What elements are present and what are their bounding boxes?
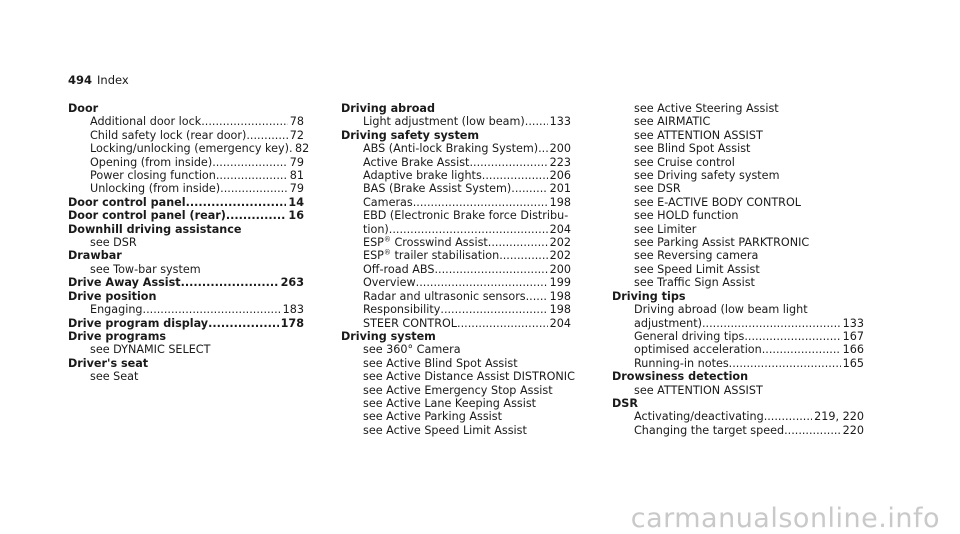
- index-heading: [68, 276, 304, 289]
- page-number: 494: [68, 73, 93, 87]
- index-heading: [68, 317, 304, 330]
- index-subentry: [341, 317, 571, 330]
- entry-label: Running-in notes: [634, 356, 729, 370]
- entry-label: Opening (from inside): [90, 155, 213, 169]
- index-subentry: [612, 357, 864, 370]
- index-heading: Downhill driving assistance: [68, 222, 242, 236]
- page-reference: 72: [289, 128, 304, 142]
- entry-label: Cameras: [363, 195, 413, 209]
- dot-leader: [413, 196, 548, 209]
- page-reference: 202: [549, 249, 571, 263]
- entry-label: ABS (Anti-lock Braking System): [363, 142, 539, 156]
- page-reference: 198: [549, 303, 571, 317]
- page-reference: 78: [289, 115, 304, 129]
- index-heading: Drowsiness detection: [612, 370, 749, 384]
- entry-label: General driving tips: [634, 329, 745, 343]
- page-reference: 183: [282, 303, 304, 317]
- dot-leader: [416, 276, 548, 289]
- dot-leader: [201, 115, 288, 128]
- entry-label: Responsibility: [363, 303, 441, 317]
- page-reference: 200: [549, 262, 571, 276]
- section-title: Index: [97, 73, 129, 87]
- index-subentry: [341, 249, 571, 262]
- dot-leader: [744, 330, 840, 343]
- index-subentry: [68, 303, 304, 316]
- entry-label: Locking/unlocking (emergency key): [90, 142, 289, 156]
- dot-leader: [499, 249, 547, 262]
- entry-label: Radar and ultrasonic sensors: [363, 289, 526, 303]
- page-reference: 79: [289, 182, 304, 196]
- dot-leader: [511, 182, 547, 195]
- index-subentry: [612, 317, 864, 330]
- index-subentry: see Speed Limit Assist: [634, 262, 760, 276]
- index-subentry: [341, 290, 571, 303]
- index-subentry: see Active Distance Assist DISTRONIC: [363, 370, 575, 384]
- page-header: [68, 74, 129, 87]
- entry-label: adjustment): [634, 316, 702, 330]
- page-reference: 167: [842, 329, 864, 343]
- dot-leader: [482, 169, 548, 182]
- index-heading: [68, 196, 304, 209]
- dot-leader: [186, 196, 287, 209]
- index-subentry: [612, 330, 864, 343]
- entry-label: Unlocking (from inside): [90, 182, 221, 196]
- page-reference: 201: [549, 182, 571, 196]
- index-heading: Driving tips: [612, 289, 686, 303]
- page-reference: 79: [289, 155, 304, 169]
- page-reference: 82: [294, 142, 310, 156]
- entry-label: Door control panel: [68, 195, 186, 209]
- dot-leader: [764, 410, 812, 423]
- index-subentry: see AIRMATIC: [634, 115, 711, 129]
- dot-leader: [488, 236, 548, 249]
- page-reference: 133: [549, 115, 571, 129]
- entry-label: ESP® trailer stabilisation: [363, 248, 500, 263]
- dot-leader: [435, 263, 548, 276]
- entry-label: Light adjustment (low beam): [363, 115, 525, 129]
- index-subentry: see Active Blind Spot Assist: [363, 356, 518, 370]
- index-subentry: [341, 236, 571, 249]
- index-subentry: [68, 115, 304, 128]
- page-reference: 165: [842, 356, 864, 370]
- entry-label: Activating/deactivating: [634, 410, 764, 424]
- page-reference: 198: [549, 289, 571, 303]
- index-heading: Driver's seat: [68, 356, 149, 370]
- index-heading: [68, 209, 304, 222]
- index-heading: Drive position: [68, 289, 157, 303]
- entry-label: tion): [363, 222, 389, 236]
- index-subentry: see Seat: [90, 370, 139, 384]
- index-subentry: [341, 115, 571, 128]
- dot-leader: [246, 129, 287, 142]
- page-reference: 223: [549, 155, 571, 169]
- index-subentry: see Limiter: [634, 222, 697, 236]
- index-heading: Door: [68, 102, 99, 115]
- entry-label: BAS (Brake Assist System): [363, 182, 512, 196]
- page-reference: 133: [842, 316, 864, 330]
- index-subentry: see ATTENTION ASSIST: [634, 128, 763, 142]
- index-heading: DSR: [612, 396, 638, 410]
- dot-leader: [440, 303, 547, 316]
- index-subentry: [68, 156, 304, 169]
- index-subentry: [612, 343, 864, 356]
- index-subentry: see Active Lane Keeping Assist: [363, 396, 537, 410]
- index-subentry: see Driving safety system: [634, 169, 780, 183]
- index-subentry: [341, 223, 571, 236]
- entry-label: Adaptive brake lights: [363, 169, 482, 183]
- index-subentry: see HOLD function: [634, 209, 739, 223]
- entry-label: Active Brake Assist: [363, 155, 470, 169]
- entry-label: optimised acceleration: [634, 343, 762, 357]
- index-subentry: see Parking Assist PARKTRONIC: [634, 236, 810, 250]
- index-subentry: see Active Steering Assist: [634, 102, 779, 115]
- page-reference: 204: [549, 222, 571, 236]
- index-subentry: [68, 169, 304, 182]
- index-subentry: [612, 424, 864, 437]
- page-reference: 219, 220: [814, 410, 864, 424]
- page-reference: 178: [280, 316, 304, 330]
- dot-leader: [181, 276, 279, 289]
- index-subentry: [341, 142, 571, 155]
- entry-label: Door control panel (rear): [68, 209, 226, 223]
- index-subentry: see ATTENTION ASSIST: [634, 383, 763, 397]
- dot-leader: [216, 169, 288, 182]
- page-reference: 16: [288, 209, 304, 223]
- page-reference: 166: [842, 343, 864, 357]
- page-reference: 202: [549, 236, 571, 250]
- index-subentry: see Active Emergency Stop Assist: [363, 383, 553, 397]
- index-column-1: [68, 102, 310, 384]
- dot-leader: [526, 290, 548, 303]
- entry-label: STEER CONTROL: [363, 316, 458, 330]
- dot-leader: [538, 142, 548, 155]
- index-heading: Driving safety system: [341, 128, 480, 142]
- page-reference: 199: [549, 276, 571, 290]
- index-subentry: see Cruise control: [634, 155, 735, 169]
- entry-label: Engaging: [90, 303, 143, 317]
- index-subentry: see Reversing camera: [634, 249, 759, 263]
- index-column-3: [612, 102, 864, 437]
- index-subentry: see Traffic Sign Assist: [634, 276, 755, 290]
- entry-label: Changing the target speed: [634, 423, 785, 437]
- page-reference: 204: [549, 316, 571, 330]
- dot-leader: [469, 156, 547, 169]
- index-subentry: [341, 169, 571, 182]
- dot-leader: [457, 317, 548, 330]
- index-subentry: [341, 196, 571, 209]
- page-reference: 206: [549, 169, 571, 183]
- index-subentry: Driving abroad (low beam light: [634, 303, 808, 317]
- index-subentry: see DYNAMIC SELECT: [90, 343, 211, 357]
- dot-leader: [208, 317, 279, 330]
- index-subentry: [612, 410, 864, 423]
- index-heading: Drawbar: [68, 249, 122, 263]
- page-reference: 263: [280, 276, 304, 290]
- index-subentry: [68, 129, 304, 142]
- dot-leader: [220, 182, 288, 195]
- index-subentry: [341, 263, 571, 276]
- page-reference: 81: [289, 169, 304, 183]
- index-heading: Drive programs: [68, 329, 167, 343]
- index-subentry: [341, 276, 571, 289]
- index-subentry: see DSR: [90, 236, 137, 250]
- dot-leader: [702, 317, 841, 330]
- entry-label: Drive program display: [68, 316, 209, 330]
- dot-leader: [212, 156, 288, 169]
- index-subentry: [341, 156, 571, 169]
- entry-label: Power closing function: [90, 169, 216, 183]
- index-subentry: see Active Parking Assist: [363, 410, 502, 424]
- page-reference: 14: [288, 195, 304, 209]
- page-reference: 198: [549, 195, 571, 209]
- dot-leader: [784, 424, 841, 437]
- entry-label: Additional door lock: [90, 115, 202, 129]
- index-subentry: see 360° Camera: [363, 343, 461, 357]
- index-subentry: [341, 303, 571, 316]
- page-reference: 220: [842, 423, 864, 437]
- entry-label: Drive Away Assist: [68, 276, 181, 290]
- page-reference: 200: [549, 142, 571, 156]
- watermark: carmanualsonline.info: [630, 502, 940, 534]
- dot-leader: [525, 115, 548, 128]
- index-heading: Driving system: [341, 329, 436, 343]
- dot-leader: [226, 209, 287, 222]
- entry-label: Off-road ABS: [363, 262, 435, 276]
- index-subentry: [341, 182, 571, 195]
- dot-leader: [762, 343, 841, 356]
- index-subentry: see Active Speed Limit Assist: [363, 423, 527, 437]
- entry-label: ESP® Crosswind Assist: [363, 235, 488, 250]
- index-subentry: [68, 142, 310, 156]
- index-subentry: see DSR: [634, 182, 681, 196]
- dot-leader: [143, 303, 281, 316]
- entry-label: Overview: [363, 276, 416, 290]
- index-subentry: [68, 182, 304, 195]
- index-subentry: see Blind Spot Assist: [634, 142, 751, 156]
- index-subentry: see E-ACTIVE BODY CONTROL: [634, 195, 801, 209]
- index-subentry: EBD (Electronic Brake force Distribu-: [363, 209, 569, 223]
- dot-leader: [729, 357, 841, 370]
- index-subentry: see Tow-bar system: [90, 262, 201, 276]
- dot-leader: [389, 223, 548, 236]
- index-heading: Driving abroad: [341, 102, 435, 115]
- index-column-2: [341, 102, 575, 437]
- entry-label: Child safety lock (rear door): [90, 128, 247, 142]
